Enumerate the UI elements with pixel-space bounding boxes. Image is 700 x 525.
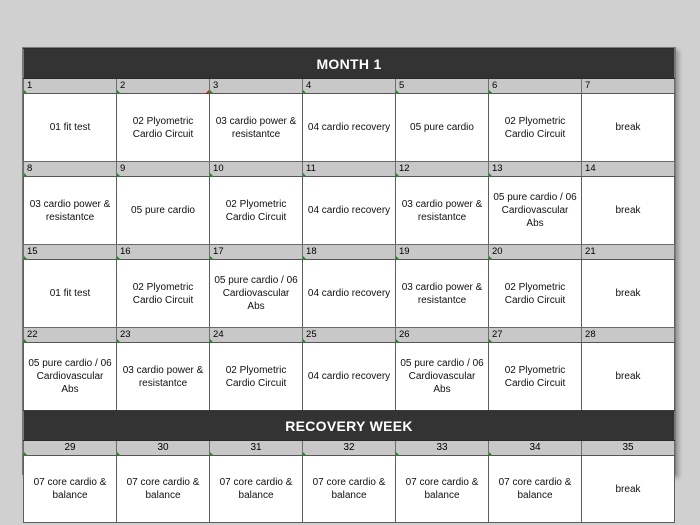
month-banner: MONTH 1	[24, 49, 675, 79]
workout-cell[interactable]: 05 pure cardio / 06 Cardiovascular Abs	[489, 177, 582, 245]
workout-cell[interactable]: 03 cardio power & resistantce	[24, 177, 117, 245]
day-number: 10	[213, 163, 224, 174]
workout-cell[interactable]: break	[582, 260, 675, 328]
workout-cell[interactable]: 02 Plyometric Cardio Circuit	[210, 343, 303, 411]
day-number: 29	[64, 442, 76, 453]
day-number: 20	[492, 246, 503, 257]
day-number-cell[interactable]	[117, 441, 210, 456]
workout-row	[24, 260, 675, 328]
comment-marker-green-icon	[489, 173, 493, 177]
day-number: 1	[27, 80, 33, 91]
day-number-cell[interactable]	[489, 162, 582, 177]
comment-marker-green-icon	[117, 173, 121, 177]
comment-marker-green-icon	[303, 339, 307, 343]
day-number-cell[interactable]	[396, 245, 489, 260]
workout-cell[interactable]: 07 core cardio & balance	[396, 456, 489, 523]
workout-cell[interactable]: 05 pure cardio	[117, 177, 210, 245]
day-number: 23	[120, 329, 131, 340]
day-number: 31	[250, 442, 262, 453]
workout-cell[interactable]: break	[582, 177, 675, 245]
comment-marker-green-icon	[210, 452, 214, 456]
day-number-cell[interactable]	[582, 245, 675, 260]
day-number-row	[24, 162, 675, 177]
comment-marker-green-icon	[117, 452, 121, 456]
workout-cell[interactable]: 05 pure cardio / 06 Cardiovascular Abs	[396, 343, 489, 411]
comment-marker-green-icon	[210, 90, 214, 94]
day-number-cell[interactable]	[210, 245, 303, 260]
day-number-cell[interactable]	[396, 162, 489, 177]
comment-marker-green-icon	[117, 339, 121, 343]
day-number-cell[interactable]	[489, 328, 582, 343]
comment-marker-green-icon	[396, 339, 400, 343]
workout-cell[interactable]: 02 Plyometric Cardio Circuit	[489, 343, 582, 411]
day-number-cell[interactable]	[303, 441, 396, 456]
workout-cell[interactable]: 03 cardio power & resistantce	[210, 94, 303, 162]
day-number: 5	[399, 80, 405, 91]
day-number: 9	[120, 163, 126, 174]
day-number-cell[interactable]	[117, 162, 210, 177]
day-number-cell[interactable]	[303, 162, 396, 177]
comment-marker-green-icon	[303, 256, 307, 260]
comment-marker-green-icon	[489, 90, 493, 94]
comment-marker-green-icon	[303, 90, 307, 94]
day-number: 18	[306, 246, 317, 257]
workout-cell[interactable]: break	[582, 94, 675, 162]
comment-marker-green-icon	[303, 173, 307, 177]
day-number-row	[24, 79, 675, 94]
day-number-cell[interactable]	[24, 328, 117, 343]
recovery-banner: RECOVERY WEEK	[24, 411, 675, 441]
day-number: 12	[399, 163, 410, 174]
day-number: 27	[492, 329, 503, 340]
workout-cell[interactable]: break	[582, 456, 675, 523]
day-number: 33	[436, 442, 448, 453]
day-number-cell[interactable]	[489, 79, 582, 94]
day-number-cell[interactable]	[489, 441, 582, 456]
workout-cell[interactable]: break	[582, 343, 675, 411]
comment-marker-green-icon	[489, 452, 493, 456]
day-number-cell[interactable]	[582, 162, 675, 177]
workout-cell[interactable]: 05 pure cardio / 06 Cardiovascular Abs	[210, 260, 303, 328]
comment-marker-green-icon	[396, 256, 400, 260]
day-number-cell[interactable]	[489, 245, 582, 260]
day-number: 13	[492, 163, 503, 174]
day-number: 4	[306, 80, 312, 91]
comment-marker-green-icon	[117, 90, 121, 94]
day-number: 28	[585, 329, 596, 340]
day-number: 2	[120, 80, 126, 91]
day-number-cell[interactable]	[582, 441, 675, 456]
workout-cell[interactable]: 05 pure cardio	[396, 94, 489, 162]
day-number-cell[interactable]	[210, 79, 303, 94]
workout-cell[interactable]: 02 Plyometric Cardio Circuit	[117, 94, 210, 162]
day-number-cell[interactable]	[582, 328, 675, 343]
day-number: 30	[157, 442, 169, 453]
workout-cell[interactable]: 03 cardio power & resistantce	[396, 177, 489, 245]
day-number-cell[interactable]	[210, 162, 303, 177]
day-number-row	[24, 245, 675, 260]
workout-cell[interactable]: 02 Plyometric Cardio Circuit	[117, 260, 210, 328]
day-number: 16	[120, 246, 131, 257]
comment-marker-green-icon	[24, 452, 28, 456]
day-number-cell[interactable]	[396, 441, 489, 456]
comment-marker-green-icon	[489, 339, 493, 343]
comment-marker-green-icon	[24, 339, 28, 343]
day-number: 11	[306, 163, 316, 174]
day-number-row	[24, 328, 675, 343]
day-number: 7	[585, 80, 591, 91]
workout-cell[interactable]: 07 core cardio & balance	[489, 456, 582, 523]
workout-cell[interactable]: 07 core cardio & balance	[303, 456, 396, 523]
day-number: 17	[213, 246, 224, 257]
day-number-cell[interactable]	[24, 441, 117, 456]
comment-marker-red-icon	[205, 90, 209, 94]
day-number-cell[interactable]	[396, 328, 489, 343]
workout-cell[interactable]: 04 cardio recovery	[303, 94, 396, 162]
workout-cell[interactable]: 04 cardio recovery	[303, 260, 396, 328]
workout-cell[interactable]: 07 core cardio & balance	[117, 456, 210, 523]
calendar-table	[23, 48, 675, 523]
day-number-cell[interactable]	[210, 441, 303, 456]
workout-cell[interactable]: 07 core cardio & balance	[24, 456, 117, 523]
day-number-cell[interactable]	[117, 79, 210, 94]
day-number: 25	[306, 329, 317, 340]
workout-cell[interactable]: 05 pure cardio / 06 Cardiovascular Abs	[24, 343, 117, 411]
day-number-row	[24, 441, 675, 456]
workout-cell[interactable]: 02 Plyometric Cardio Circuit	[489, 260, 582, 328]
comment-marker-green-icon	[210, 256, 214, 260]
day-number-cell[interactable]	[210, 328, 303, 343]
day-number: 24	[213, 329, 224, 340]
day-number-cell[interactable]	[117, 328, 210, 343]
day-number: 3	[213, 80, 219, 91]
day-number-cell[interactable]	[117, 245, 210, 260]
comment-marker-green-icon	[489, 256, 493, 260]
comment-marker-green-icon	[396, 90, 400, 94]
day-number: 32	[343, 442, 355, 453]
workout-cell[interactable]: 07 core cardio & balance	[210, 456, 303, 523]
comment-marker-green-icon	[396, 173, 400, 177]
workout-cell[interactable]: 03 cardio power & resistantce	[117, 343, 210, 411]
day-number-cell[interactable]	[303, 328, 396, 343]
workout-cell[interactable]: 03 cardio power & resistantce	[396, 260, 489, 328]
comment-marker-green-icon	[303, 452, 307, 456]
comment-marker-green-icon	[117, 256, 121, 260]
month-banner-row	[24, 49, 675, 79]
comment-marker-green-icon	[210, 339, 214, 343]
day-number: 19	[399, 246, 410, 257]
day-number: 14	[585, 163, 596, 174]
day-number-cell[interactable]	[396, 79, 489, 94]
comment-marker-green-icon	[396, 452, 400, 456]
workout-row	[24, 343, 675, 411]
day-number: 34	[529, 442, 541, 453]
day-number: 6	[492, 80, 498, 91]
day-number-cell[interactable]	[24, 245, 117, 260]
workout-cell[interactable]: 02 Plyometric Cardio Circuit	[489, 94, 582, 162]
day-number-cell[interactable]	[24, 162, 117, 177]
day-number: 21	[585, 246, 596, 257]
day-number-cell[interactable]	[24, 79, 117, 94]
day-number-cell[interactable]	[303, 79, 396, 94]
workout-calendar	[22, 47, 676, 501]
workout-cell[interactable]: 02 Plyometric Cardio Circuit	[210, 177, 303, 245]
day-number: 22	[27, 329, 38, 340]
day-number: 15	[27, 246, 38, 257]
workout-row	[24, 456, 675, 523]
day-number-cell[interactable]	[582, 79, 675, 94]
workout-row	[24, 94, 675, 162]
day-number: 26	[399, 329, 410, 340]
workout-cell[interactable]: 04 cardio recovery	[303, 177, 396, 245]
workout-cell[interactable]: 01 fit test	[24, 260, 117, 328]
day-number-cell[interactable]	[303, 245, 396, 260]
comment-marker-green-icon	[24, 173, 28, 177]
comment-marker-green-icon	[210, 173, 214, 177]
comment-marker-green-icon	[24, 256, 28, 260]
workout-cell[interactable]: 04 cardio recovery	[303, 343, 396, 411]
comment-marker-green-icon	[24, 90, 28, 94]
day-number: 35	[622, 442, 634, 453]
workout-row	[24, 177, 675, 245]
recovery-banner-row	[24, 411, 675, 441]
workout-cell[interactable]: 01 fit test	[24, 94, 117, 162]
day-number: 8	[27, 163, 33, 174]
